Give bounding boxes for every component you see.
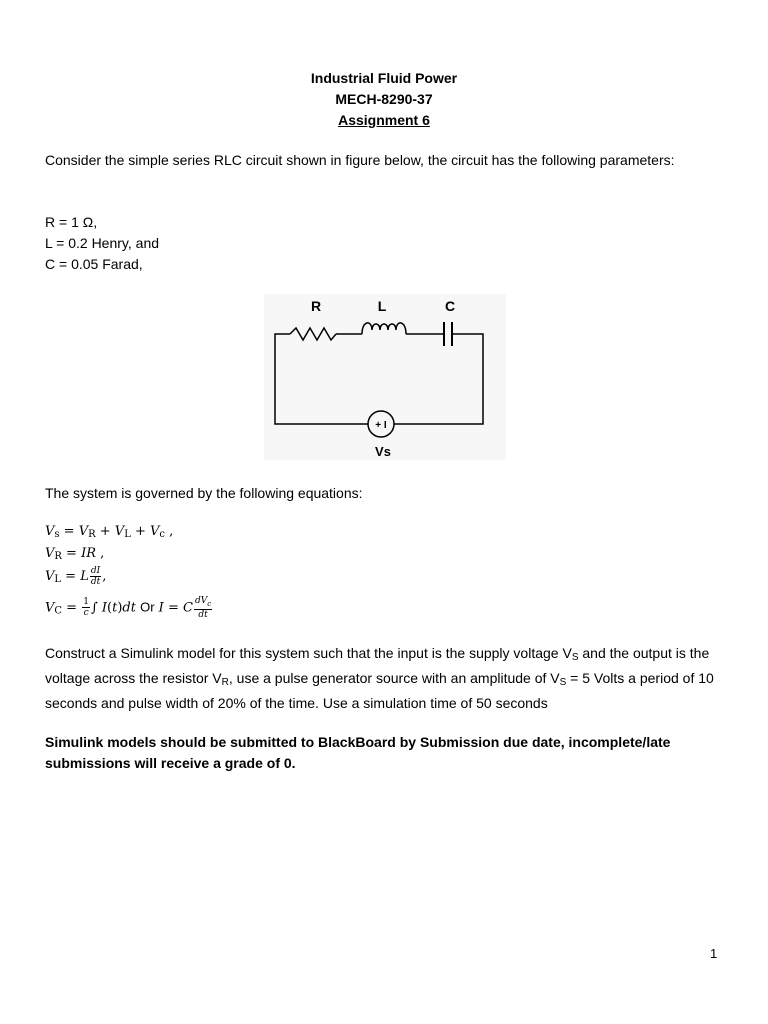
submission-warning: Simulink models should be submitted to BlackBoard by Submission due date, incomplete/late submissions will receive a grade of 0. (45, 734, 671, 771)
course-code: MECH-8290-37 (335, 91, 433, 107)
rlc-circuit-diagram (264, 294, 506, 460)
document-header (0, 68, 768, 131)
construct-text-4: = 5 Volts a period of 10 seconds and pulse width of 20% of the time. Use a simulation time of 50 seconds (45, 670, 714, 711)
construct-text-1: Construct a Simulink model for this system such that the input is the supply voltage V (45, 645, 572, 661)
equation-2: $V_R$ = IR , (45, 546, 105, 562)
intro-paragraph: Consider the simple series RLC circuit shown in figure below, the circuit has the following parameters: (45, 152, 675, 168)
label-vs: Vs (375, 444, 391, 459)
param-l: L = 0.2 Henry, and (45, 235, 160, 251)
construct-sub-2: R (221, 677, 229, 688)
figure-background (264, 294, 506, 460)
construct-sub-1: S (571, 652, 579, 663)
param-r: R = 1 Ω, (45, 214, 98, 230)
assignment-title: Assignment 6 (338, 112, 430, 128)
parameter-list (45, 212, 735, 275)
document-title: Industrial Fluid Power (310, 70, 458, 86)
construct-text-2: and the output is the voltage across the resistor V (45, 645, 710, 686)
equation-3: $V_L = L$ $\frac{dI}{dt}$ , (45, 566, 107, 587)
label-r: R (310, 298, 322, 314)
system-intro: The system is governed by the following equations: (45, 485, 363, 501)
label-c: C (444, 298, 456, 314)
construct-text-3: , use a pulse generator source with an amplitude of V (228, 670, 560, 686)
equation-1: $V_s = V_R + V_L + V_c$ , (45, 524, 174, 540)
equation-4: $V_C$ = $\frac{1}{c}$ ∫ I(t)dt Or I = C $\frac{dV_c}{dt}$ (45, 596, 212, 620)
param-c: C = 0.05 Farad, (45, 256, 143, 272)
source-polarity: + I (375, 420, 387, 431)
equations-block (45, 520, 345, 630)
page-number: 1 (710, 946, 718, 961)
label-l: L (377, 298, 387, 314)
construct-sub-3: S (559, 677, 567, 688)
construct-paragraph (45, 643, 735, 714)
